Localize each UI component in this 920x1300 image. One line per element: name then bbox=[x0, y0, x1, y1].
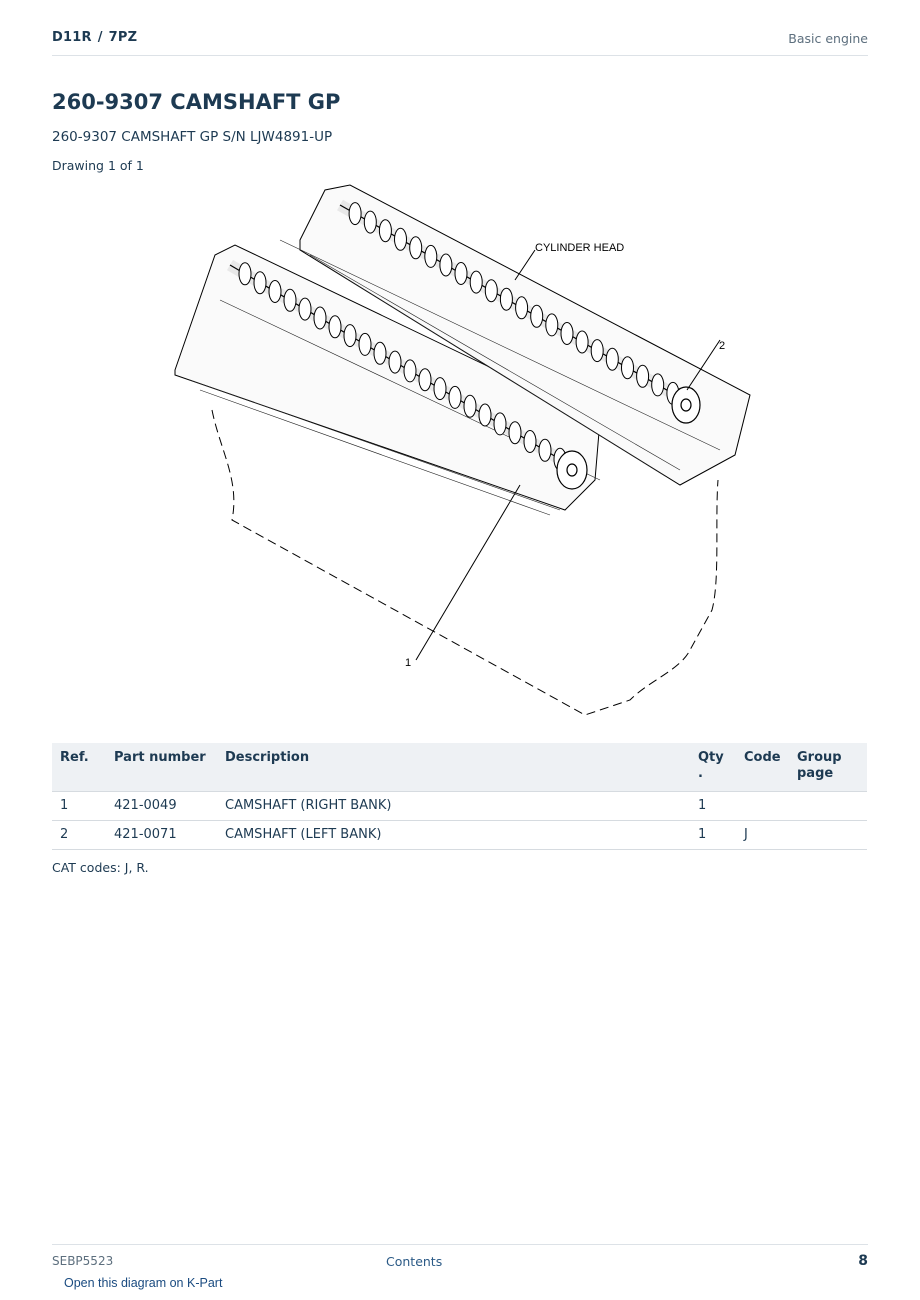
header-qty bbox=[690, 743, 736, 792]
cam-lobe bbox=[485, 280, 497, 302]
cam-lobe bbox=[379, 220, 391, 242]
cam-lobe bbox=[531, 305, 543, 327]
cell-group-page bbox=[789, 792, 867, 821]
cam-lobe bbox=[239, 263, 251, 285]
contents-link[interactable]: Contents bbox=[386, 1254, 443, 1269]
cam-lobe bbox=[455, 263, 467, 285]
cam-lobe bbox=[464, 395, 476, 417]
header-qty-line2: . bbox=[698, 766, 703, 781]
header-group-page: Group page bbox=[789, 743, 867, 792]
drawing-svg bbox=[160, 180, 760, 725]
header-qty-line1: Qty bbox=[698, 750, 724, 765]
cam-lobe bbox=[606, 348, 618, 370]
parts-table bbox=[52, 743, 867, 850]
cell-qty: 1 bbox=[690, 792, 736, 821]
model-label bbox=[52, 30, 137, 45]
cam-lobe bbox=[622, 357, 634, 379]
drawing-label: Drawing 1 of 1 bbox=[52, 158, 144, 173]
cam-lobe bbox=[329, 316, 341, 338]
cam-lobe bbox=[395, 228, 407, 250]
cam-lobe bbox=[254, 272, 266, 294]
cam-lobe bbox=[419, 369, 431, 391]
section-name: Basic engine bbox=[788, 31, 868, 46]
header-description: Description bbox=[217, 743, 690, 792]
table-header-row bbox=[52, 743, 867, 792]
cam-lobe bbox=[284, 289, 296, 311]
kpart-link[interactable]: Open this diagram on K-Part bbox=[64, 1276, 223, 1290]
cell-code bbox=[736, 792, 789, 821]
cam-lobe bbox=[434, 378, 446, 400]
callout-ref-1: 1 bbox=[405, 657, 412, 669]
cell-group-page bbox=[789, 821, 867, 850]
cam-lobe bbox=[349, 203, 361, 225]
cam-lobe bbox=[494, 413, 506, 435]
cam-lobe bbox=[344, 325, 356, 347]
cam-lobe bbox=[389, 351, 401, 373]
cam-lobe bbox=[516, 297, 528, 319]
cam-lobe bbox=[404, 360, 416, 382]
cam-lobe bbox=[509, 422, 521, 444]
cell-part-number: 421-0071 bbox=[106, 821, 217, 850]
cam-lobe bbox=[410, 237, 422, 259]
header-code: Code bbox=[736, 743, 789, 792]
header-ref: Ref. bbox=[52, 743, 106, 792]
model-separator: / bbox=[97, 30, 103, 45]
table-row bbox=[52, 792, 867, 821]
cell-ref: 2 bbox=[52, 821, 106, 850]
page-subtitle: 260-9307 CAMSHAFT GP S/N LJW4891-UP bbox=[52, 129, 333, 145]
camshaft-drawing[interactable] bbox=[160, 180, 760, 725]
cam-lobe bbox=[359, 333, 371, 355]
cam-lobe bbox=[500, 288, 512, 310]
cam-lobe bbox=[637, 365, 649, 387]
cam-lobe bbox=[374, 342, 386, 364]
document-code: SEBP5523 bbox=[52, 1254, 114, 1268]
cam-lobe bbox=[269, 281, 281, 303]
cam-lobe bbox=[449, 386, 461, 408]
callout-cylinder-head: CYLINDER HEAD bbox=[535, 242, 625, 254]
cam-lobe bbox=[576, 331, 588, 353]
cam-lobe bbox=[470, 271, 482, 293]
cam-lobe bbox=[479, 404, 491, 426]
cam-lobe bbox=[425, 245, 437, 267]
cell-code: J bbox=[736, 821, 789, 850]
cell-description: CAMSHAFT (LEFT BANK) bbox=[217, 821, 690, 850]
cell-qty: 1 bbox=[690, 821, 736, 850]
cat-codes-note: CAT codes: J, R. bbox=[52, 860, 149, 875]
cam-lobe bbox=[652, 374, 664, 396]
model-name: D11R bbox=[52, 30, 92, 45]
page-number: 8 bbox=[858, 1253, 868, 1269]
callout-ref-2: 2 bbox=[719, 340, 726, 352]
cell-ref: 1 bbox=[52, 792, 106, 821]
cell-description: CAMSHAFT (RIGHT BANK) bbox=[217, 792, 690, 821]
page-title: 260-9307 CAMSHAFT GP bbox=[52, 90, 341, 114]
serial-prefix: 7PZ bbox=[108, 30, 138, 45]
cylinder-heads bbox=[175, 185, 750, 510]
cam-lobe bbox=[561, 323, 573, 345]
cell-part-number: 421-0049 bbox=[106, 792, 217, 821]
page-header bbox=[52, 28, 868, 56]
header-part-number: Part number bbox=[106, 743, 217, 792]
cam-lobe bbox=[546, 314, 558, 336]
cam-lobe bbox=[364, 211, 376, 233]
cam-lobe bbox=[440, 254, 452, 276]
cam-lobe bbox=[314, 307, 326, 329]
cam-lobe bbox=[524, 431, 536, 453]
cam-lobe bbox=[299, 298, 311, 320]
cam-lobe bbox=[539, 439, 551, 461]
table-row bbox=[52, 821, 867, 850]
page-footer bbox=[52, 1244, 868, 1269]
cam-lobe bbox=[591, 340, 603, 362]
